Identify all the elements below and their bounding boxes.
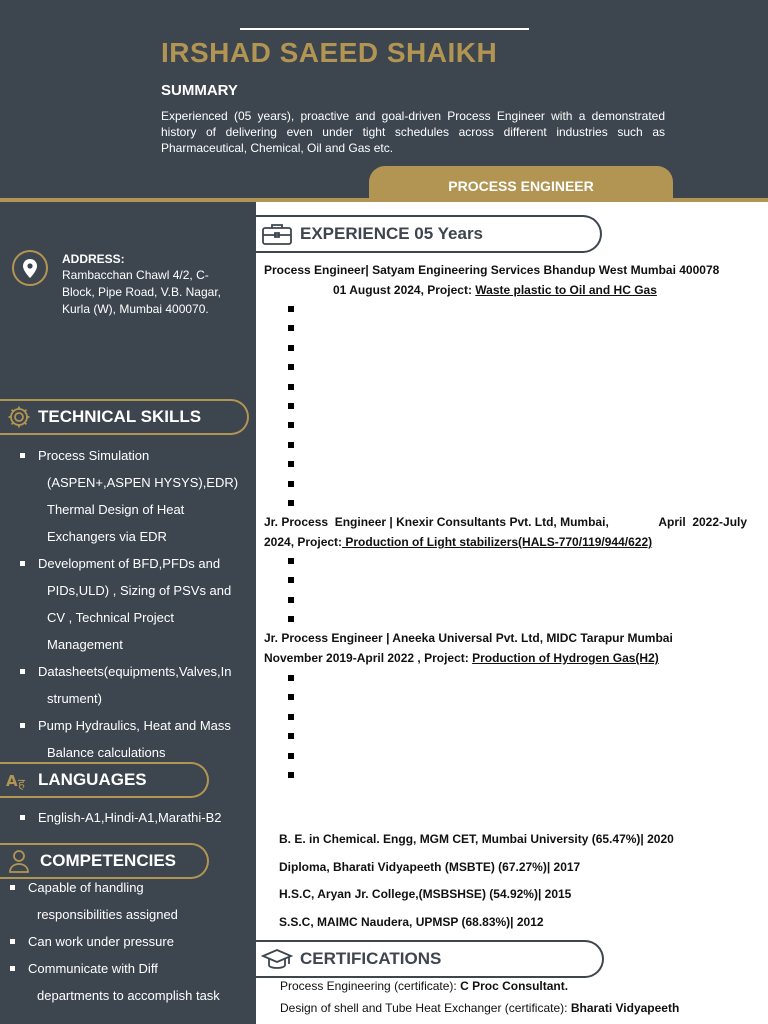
bullet bbox=[288, 577, 294, 583]
address-text bbox=[62, 267, 242, 318]
education-item: Diploma, Bharati Vidyapeeth (MSBTE) (67.27%)| 2017 bbox=[279, 860, 581, 874]
job-entry: Jr. Process Engineer | Aneeka Universal Pvt. Ltd, MIDC Tarapur Mumbai November 2019-April 2022 , Project: Production of Hydrogen Gas(H2) bbox=[264, 628, 760, 668]
competencies-list bbox=[8, 874, 220, 1009]
address-line: Rambacchan Chawl 4/2, C- bbox=[62, 268, 209, 282]
job-entry: Jr. Process Engineer | Knexir Consultants Pvt. Ltd, Mumbai, April 2022-July 2024, Project: Production of Light stabilizers(HALS-770/119/944/622) bbox=[264, 512, 760, 552]
address-label: ADDRESS: bbox=[62, 252, 125, 266]
bullet bbox=[288, 422, 294, 428]
briefcase-icon bbox=[260, 219, 294, 249]
job-bullets bbox=[288, 558, 294, 636]
list-item: Process Simulation (ASPEN+,ASPEN HYSYS),EDR) Thermal Design of Heat Exchangers via EDR bbox=[18, 442, 238, 550]
bullet bbox=[288, 384, 294, 390]
job-title-line: Process Engineer| Satyam Engineering Services Bhandup West Mumbai 400078 bbox=[264, 263, 720, 277]
job-bullets bbox=[288, 306, 294, 519]
bullet bbox=[288, 675, 294, 681]
address-line: Block, Pipe Road, V.B. Nagar, bbox=[62, 285, 221, 299]
education-item: H.S.C, Aryan Jr. College,(MSBSHSE) (54.92%)| 2015 bbox=[279, 887, 572, 901]
languages-heading bbox=[0, 762, 209, 798]
bullet bbox=[288, 733, 294, 739]
bullet bbox=[288, 694, 294, 700]
bullet bbox=[288, 753, 294, 759]
graduation-cap-icon bbox=[260, 944, 294, 974]
languages-list bbox=[18, 804, 222, 831]
job-bullets bbox=[288, 675, 294, 791]
bullet bbox=[288, 558, 294, 564]
list-item: Datasheets(equipments,Valves,In strument) bbox=[18, 658, 238, 712]
bullet bbox=[288, 403, 294, 409]
candidate-name: IRSHAD SAEED SHAIKH bbox=[161, 37, 498, 68]
project-name: Production of Light stabilizers(HALS-770/119/944/622) bbox=[342, 535, 653, 549]
project-name: Waste plastic to Oil and HC Gas bbox=[475, 283, 657, 297]
gear-icon bbox=[4, 402, 34, 432]
list-item: Development of BFD,PFDs and PIDs,ULD) , Sizing of PSVs and CV , Technical Project Management bbox=[18, 550, 238, 658]
person-icon bbox=[4, 846, 34, 876]
certification-item: Design of shell and Tube Heat Exchanger (certificate): Bharati Vidyapeeth bbox=[280, 1001, 680, 1015]
translate-icon bbox=[4, 765, 34, 795]
bullet bbox=[288, 442, 294, 448]
technical-skills-heading bbox=[0, 399, 249, 435]
svg-text:A: A bbox=[6, 772, 18, 790]
project-name: Production of Hydrogen Gas(H2) bbox=[472, 651, 659, 665]
list-item: Pump Hydraulics, Heat and Mass Balance calculations bbox=[18, 712, 238, 766]
bullet bbox=[288, 364, 294, 370]
svg-text:ह: ह bbox=[18, 777, 25, 791]
technical-skills-title: TECHNICAL SKILLS bbox=[38, 407, 202, 426]
languages-title: LANGUAGES bbox=[38, 770, 147, 789]
role-tab: PROCESS ENGINEER bbox=[369, 166, 673, 202]
bullet bbox=[288, 500, 294, 506]
location-pin-icon bbox=[12, 250, 48, 286]
list-item: Can work under pressure bbox=[8, 928, 220, 955]
experience-title: EXPERIENCE 05 Years bbox=[300, 224, 484, 243]
summary-title: SUMMARY bbox=[161, 82, 238, 99]
job-title-line: Jr. Process Engineer | Aneeka Universal Pvt. Ltd, MIDC Tarapur Mumbai bbox=[264, 631, 673, 645]
job-title-line: Jr. Process Engineer | Knexir Consultants Pvt. Ltd, Mumbai, April 2022-July bbox=[264, 515, 748, 529]
certifications-title: CERTIFICATIONS bbox=[300, 949, 442, 968]
certifications-heading bbox=[256, 940, 604, 978]
education-item: S.S.C, MAIMC Naudera, UPMSP (68.83%)| 2012 bbox=[279, 915, 544, 929]
list-item: English-A1,Hindi-A1,Marathi-B2 bbox=[18, 804, 222, 831]
list-item: Capable of handling responsibilities assigned bbox=[8, 874, 220, 928]
address-line: Kurla (W), Mumbai 400070. bbox=[62, 302, 209, 316]
bullet bbox=[288, 325, 294, 331]
bullet bbox=[288, 772, 294, 778]
bullet bbox=[288, 481, 294, 487]
bullet bbox=[288, 714, 294, 720]
certification-item: Process Engineering (certificate): C Proc Consultant. bbox=[280, 979, 569, 993]
competencies-title: COMPETENCIES bbox=[40, 851, 177, 870]
bullet bbox=[288, 597, 294, 603]
list-item: Communicate with Diff departments to accomplish task bbox=[8, 955, 220, 1009]
job-entry: Process Engineer| Satyam Engineering Services Bhandup West Mumbai 400078 01 August 2024, Project: Waste plastic to Oil and HC Gas bbox=[264, 260, 760, 300]
bullet bbox=[288, 616, 294, 622]
bullet bbox=[288, 461, 294, 467]
technical-skills-list bbox=[18, 442, 238, 766]
summary-text: Experienced (05 years), proactive and goal-driven Process Engineer with a demonstrated history of delivering even under tight schedules across different industries such as Pharmaceutical, Chemical, Oil and Gas etc. bbox=[161, 109, 665, 155]
top-rule bbox=[240, 28, 529, 30]
bullet bbox=[288, 345, 294, 351]
experience-heading bbox=[256, 215, 602, 253]
bullet bbox=[288, 306, 294, 312]
education-item: B. E. in Chemical. Engg, MGM CET, Mumbai University (65.47%)| 2020 bbox=[279, 832, 674, 846]
